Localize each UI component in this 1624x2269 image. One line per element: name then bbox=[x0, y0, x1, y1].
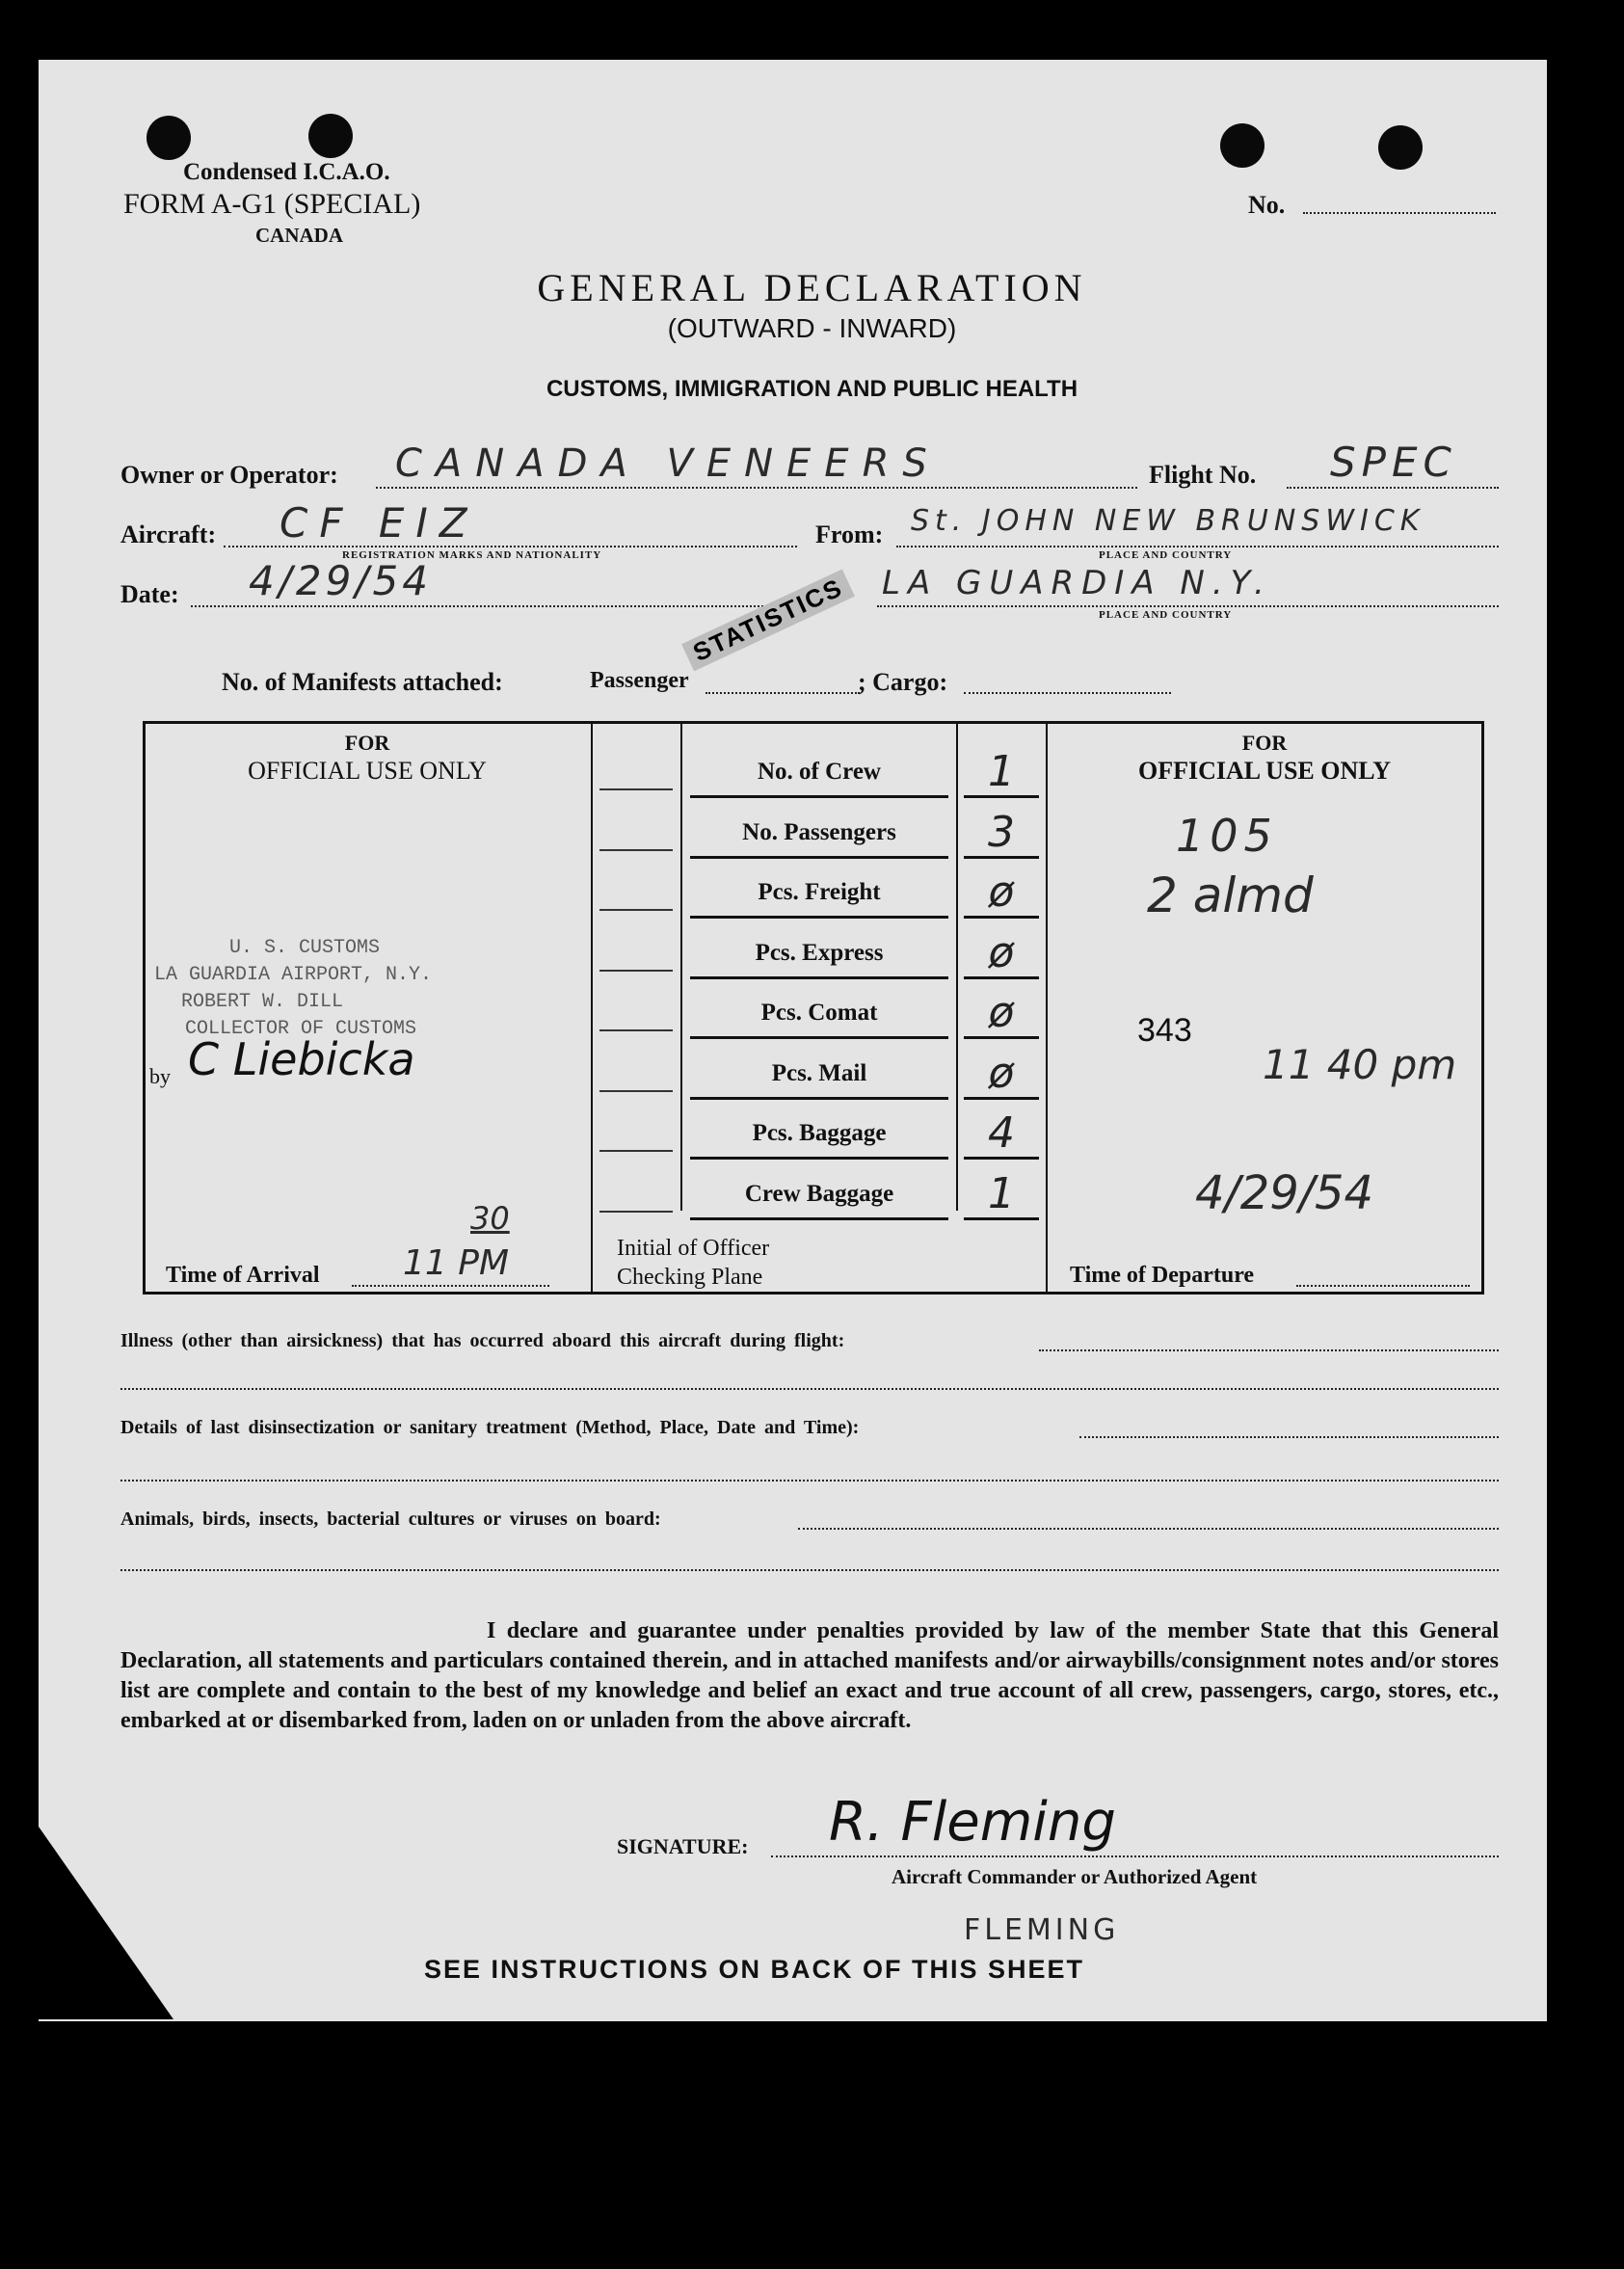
from-caption: PLACE AND COUNTRY bbox=[1099, 549, 1233, 561]
row-rule bbox=[690, 976, 948, 979]
signature-label: SIGNATURE: bbox=[617, 1834, 749, 1858]
official-note: 343 bbox=[1137, 1012, 1192, 1049]
left-official-for: FOR bbox=[344, 731, 390, 755]
time-departure-field[interactable] bbox=[1296, 1285, 1470, 1287]
table-bottom-border bbox=[143, 1292, 1484, 1295]
aircraft-value: CF EIZ bbox=[280, 499, 479, 547]
illness-field-2[interactable] bbox=[120, 1388, 1499, 1390]
row-rule bbox=[690, 1217, 948, 1220]
condensed-label: Condensed I.C.A.O. bbox=[183, 159, 390, 185]
row-rule bbox=[690, 1036, 948, 1039]
row-value[interactable]: 1 bbox=[988, 1168, 1015, 1218]
initial-field[interactable] bbox=[599, 909, 673, 911]
time-arrival-minutes: 30 bbox=[470, 1200, 510, 1237]
passenger-field[interactable] bbox=[706, 692, 860, 694]
row-value[interactable]: ø bbox=[988, 868, 1015, 917]
signature-value: R. Fleming bbox=[829, 1791, 1116, 1854]
date-label: Date: bbox=[120, 580, 179, 608]
subheading: CUSTOMS, IMMIGRATION AND PUBLIC HEALTH bbox=[546, 376, 1078, 402]
row-label: No. of Crew bbox=[758, 759, 881, 785]
from-label: From: bbox=[815, 521, 884, 548]
officer-signature: C Liebicka bbox=[188, 1033, 415, 1085]
punch-hole bbox=[308, 114, 353, 158]
to-caption: PLACE AND COUNTRY bbox=[1099, 609, 1233, 621]
page-title: GENERAL DECLARATION bbox=[537, 266, 1087, 309]
flight-label: Flight No. bbox=[1149, 461, 1257, 489]
initial-field[interactable] bbox=[599, 1211, 673, 1213]
customs-stamp-line: ROBERT W. DILL bbox=[181, 991, 344, 1013]
initial-field[interactable] bbox=[599, 1029, 673, 1031]
torn-corner bbox=[39, 1827, 173, 2019]
disinsectization-label: Details of last disinsectization or sanitary treatment (Method, Place, Date and Time): bbox=[120, 1417, 860, 1438]
signature-field[interactable] bbox=[771, 1855, 1499, 1857]
left-official-label: OFFICIAL USE ONLY bbox=[248, 757, 487, 785]
flight-value: SPEC bbox=[1330, 439, 1457, 486]
official-note: 105 bbox=[1176, 810, 1278, 862]
row-rule bbox=[690, 1157, 948, 1160]
illness-field[interactable] bbox=[1039, 1349, 1499, 1351]
disinsectization-field[interactable] bbox=[1079, 1436, 1499, 1438]
official-note: 4/29/54 bbox=[1195, 1166, 1374, 1220]
owner-value: CANADA VENEERS bbox=[395, 441, 941, 486]
no-field[interactable] bbox=[1303, 212, 1496, 214]
initial-label: Initial of Officer bbox=[617, 1236, 770, 1261]
customs-stamp-line: U. S. CUSTOMS bbox=[229, 937, 381, 959]
row-value[interactable]: ø bbox=[988, 988, 1015, 1037]
aircraft-caption: REGISTRATION MARKS AND NATIONALITY bbox=[342, 549, 602, 561]
table-right-border bbox=[1481, 721, 1484, 1295]
row-label: Pcs. Mail bbox=[771, 1059, 867, 1086]
owner-field[interactable] bbox=[376, 487, 1137, 489]
from-field[interactable] bbox=[896, 546, 1499, 547]
initial-field[interactable] bbox=[599, 788, 673, 790]
customs-stamp-line: LA GUARDIA AIRPORT, N.Y. bbox=[154, 964, 433, 986]
illness-label: Illness (other than airsickness) that has occurred aboard this aircraft during flight: bbox=[120, 1330, 845, 1351]
cargo-label: ; Cargo: bbox=[858, 668, 948, 696]
initial-field[interactable] bbox=[599, 849, 673, 851]
flight-field[interactable] bbox=[1287, 487, 1499, 489]
row-value[interactable]: ø bbox=[988, 927, 1015, 977]
animals-field-2[interactable] bbox=[120, 1569, 1499, 1571]
table-top-border bbox=[143, 721, 1484, 724]
right-official-for: FOR bbox=[1241, 731, 1288, 755]
table-divider bbox=[591, 721, 593, 1295]
from-value: St. JOHN NEW BRUNSWICK bbox=[911, 504, 1425, 538]
initial-label: Checking Plane bbox=[617, 1265, 763, 1290]
row-rule bbox=[690, 916, 948, 919]
row-label: No. Passengers bbox=[742, 818, 896, 845]
by-label: by bbox=[149, 1064, 171, 1088]
official-note: 11 40 pm bbox=[1263, 1041, 1457, 1088]
time-arrival-field[interactable] bbox=[352, 1285, 549, 1287]
customs-stamp-line: COLLECTOR OF CUSTOMS bbox=[185, 1018, 417, 1040]
row-value[interactable]: 3 bbox=[988, 807, 1015, 857]
row-value[interactable]: ø bbox=[988, 1048, 1015, 1098]
passenger-label: Passenger bbox=[590, 668, 689, 693]
declaration-text: I declare and guarantee under penalties provided by law of the member State that this General Declaration, all statements and particulars contained therein, and in attached manifests and/or airwaybills/consignment notes and/or stores list are complete and contain to the best of my knowledge and belief an exact and true account of all crew, passengers, cargo, stores, etc., embarked at or disembarked from, laden on or unladen from the above aircraft. bbox=[120, 1618, 1499, 1733]
right-official-label: OFFICIAL USE ONLY bbox=[1138, 757, 1391, 785]
table-left-border bbox=[143, 721, 146, 1295]
to-field[interactable] bbox=[877, 605, 1499, 607]
country-label: CANADA bbox=[255, 224, 343, 247]
manifests-label: No. of Manifests attached: bbox=[222, 668, 503, 696]
cargo-field[interactable] bbox=[964, 692, 1171, 694]
row-label: Crew Baggage bbox=[744, 1180, 894, 1207]
aircraft-label: Aircraft: bbox=[120, 521, 217, 548]
row-label: Pcs. Baggage bbox=[752, 1120, 887, 1146]
owner-label: Owner or Operator: bbox=[120, 461, 338, 489]
row-rule bbox=[690, 795, 948, 798]
to-value: LA GUARDIA N.Y. bbox=[882, 564, 1272, 602]
footer-instructions: SEE INSTRUCTIONS ON BACK OF THIS SHEET bbox=[424, 1955, 1085, 1984]
printed-name: FLEMING bbox=[964, 1913, 1120, 1947]
row-value[interactable]: 1 bbox=[988, 747, 1015, 796]
punch-hole bbox=[146, 116, 191, 160]
animals-label: Animals, birds, insects, bacterial cultures or viruses on board: bbox=[120, 1508, 661, 1530]
row-rule bbox=[690, 1097, 948, 1100]
signature-caption: Aircraft Commander or Authorized Agent bbox=[892, 1865, 1258, 1888]
punch-hole bbox=[1378, 125, 1423, 170]
time-arrival-value: 11 PM bbox=[403, 1243, 510, 1283]
form-number: FORM A-G1 (SPECIAL) bbox=[123, 188, 421, 220]
statistics-stamp: STATISTICS bbox=[681, 570, 855, 672]
row-label: Pcs. Comat bbox=[760, 1000, 878, 1026]
initial-field[interactable] bbox=[599, 1150, 673, 1152]
no-label: No. bbox=[1248, 191, 1286, 219]
punch-hole bbox=[1220, 123, 1265, 168]
row-label: Pcs. Express bbox=[755, 939, 884, 966]
disinsectization-field-2[interactable] bbox=[120, 1480, 1499, 1482]
date-field[interactable] bbox=[191, 605, 798, 607]
table-divider bbox=[1046, 721, 1048, 1295]
animals-field[interactable] bbox=[798, 1528, 1499, 1530]
time-arrival-label: Time of Arrival bbox=[166, 1263, 320, 1288]
official-note: 2 almd bbox=[1147, 868, 1314, 923]
time-departure-label: Time of Departure bbox=[1070, 1263, 1255, 1288]
page-subtitle: (OUTWARD - INWARD) bbox=[667, 313, 957, 343]
row-rule bbox=[690, 856, 948, 859]
initial-field[interactable] bbox=[599, 1090, 673, 1092]
date-value: 4/29/54 bbox=[249, 557, 432, 604]
row-label: Pcs. Freight bbox=[758, 879, 881, 905]
initial-field[interactable] bbox=[599, 970, 673, 972]
row-value[interactable]: 4 bbox=[988, 1108, 1015, 1158]
